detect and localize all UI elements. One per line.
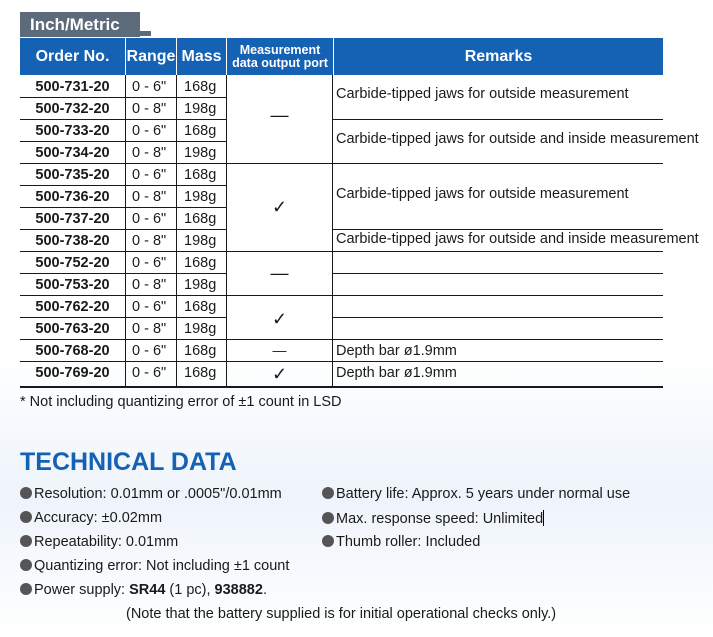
spec-response-speed: Max. response speed: Unlimited [322, 510, 544, 527]
spec-quantizing-error: Quantizing error: Not including ±1 count [20, 558, 289, 574]
range-value: 0 - 6" [132, 211, 167, 227]
section-tab: Inch/Metric [20, 12, 140, 37]
range-value: 0 - 6" [132, 123, 167, 139]
order-number: 500-738-20 [35, 233, 110, 249]
order-number: 500-731-20 [35, 79, 110, 95]
range-value: 0 - 6" [132, 365, 167, 381]
range-value: 0 - 8" [132, 321, 167, 337]
mass-value: 198g [184, 145, 217, 161]
technical-data-title: TECHNICAL DATA [20, 448, 237, 476]
mass-value: 168g [184, 365, 217, 381]
header-output-port-line2: data output port [232, 55, 328, 70]
order-number: 500-736-20 [35, 189, 110, 205]
mass-value: 168g [184, 79, 217, 95]
port-present-check: ✓ [271, 309, 288, 329]
order-number: 500-732-20 [35, 101, 110, 117]
port-absent-mark: — [272, 342, 287, 358]
mass-value: 168g [184, 123, 217, 139]
range-value: 0 - 6" [132, 255, 167, 271]
order-number: 500-753-20 [35, 277, 110, 293]
spec-power-supply: Power supply: SR44 (1 pc), 938882. [20, 582, 267, 598]
text-cursor [543, 510, 544, 526]
mass-value: 198g [184, 189, 217, 205]
spec-accuracy: Accuracy: ±0.02mm [20, 510, 162, 526]
mass-value: 198g [184, 321, 217, 337]
order-number: 500-762-20 [35, 299, 110, 315]
remark-outside: Carbide-tipped jaws for outside measurement [336, 186, 629, 202]
port-absent-mark: — [270, 263, 289, 283]
range-value: 0 - 8" [132, 277, 167, 293]
bullet-icon [322, 487, 334, 499]
order-number: 500-763-20 [35, 321, 110, 337]
remark-divider [332, 317, 663, 318]
order-number: 500-735-20 [35, 167, 110, 183]
bullet-icon [20, 511, 32, 523]
remark-outside-inside: Carbide-tipped jaws for outside and inside measurement [336, 231, 699, 247]
column-divider [125, 75, 126, 387]
bullet-icon [20, 535, 32, 547]
mass-value: 198g [184, 101, 217, 117]
mass-value: 198g [184, 277, 217, 293]
spec-power-note: (Note that the battery supplied is for initial operational checks only.) [126, 606, 557, 622]
range-value: 0 - 6" [132, 343, 167, 359]
port-absent-mark: — [270, 105, 289, 125]
remark-depth-bar: Depth bar ø1.9mm [336, 365, 457, 381]
remark-divider [332, 119, 663, 120]
range-value: 0 - 8" [132, 189, 167, 205]
mass-value: 168g [184, 211, 217, 227]
battery-model: SR44 [129, 582, 166, 598]
order-number: 500-768-20 [35, 343, 110, 359]
header-order-no: Order No. [35, 47, 110, 65]
order-number: 500-769-20 [35, 365, 110, 381]
mass-value: 168g [184, 299, 217, 315]
range-value: 0 - 6" [132, 167, 167, 183]
column-divider [332, 75, 333, 387]
bullet-icon [322, 535, 334, 547]
order-number: 500-737-20 [35, 211, 110, 227]
mass-value: 168g [184, 343, 217, 359]
mass-value: 168g [184, 255, 217, 271]
column-divider [176, 75, 177, 387]
range-value: 0 - 8" [132, 101, 167, 117]
remark-outside-inside: Carbide-tipped jaws for outside and inside measurement [336, 131, 699, 147]
bullet-icon [20, 583, 32, 595]
range-value: 0 - 8" [132, 145, 167, 161]
table-bottom-rule [20, 386, 663, 388]
header-output-port-line1: Measurement [239, 42, 321, 57]
order-number: 500-752-20 [35, 255, 110, 271]
remark-divider [332, 273, 663, 274]
remark-depth-bar: Depth bar ø1.9mm [336, 343, 457, 359]
port-present-check: ✓ [271, 197, 288, 217]
spec-thumb-roller: Thumb roller: Included [322, 534, 480, 550]
table-header [20, 38, 663, 75]
footnote: * Not including quantizing error of ±1 count in LSD [20, 394, 342, 410]
column-divider [226, 75, 227, 387]
range-value: 0 - 6" [132, 79, 167, 95]
bullet-icon [20, 487, 32, 499]
range-value: 0 - 8" [132, 233, 167, 249]
tab-rule [140, 31, 151, 36]
spec-resolution: Resolution: 0.01mm or .0005"/0.01mm [20, 486, 282, 502]
range-value: 0 - 6" [132, 299, 167, 315]
bullet-icon [322, 512, 334, 524]
product-table [20, 75, 699, 387]
spec-battery-life: Battery life: Approx. 5 years under normal use [322, 486, 630, 502]
port-present-check: ✓ [271, 364, 288, 384]
mass-value: 198g [184, 233, 217, 249]
header-output-port [226, 38, 333, 75]
header-mass: Mass [176, 38, 226, 75]
battery-part-number: 938882 [214, 582, 263, 598]
spec-repeatability: Repeatability: 0.01mm [20, 534, 178, 550]
order-number: 500-734-20 [35, 145, 110, 161]
header-range: Range [125, 38, 176, 75]
bullet-icon [20, 559, 32, 571]
remark-divider [332, 229, 663, 230]
order-number: 500-733-20 [35, 123, 110, 139]
remark-outside: Carbide-tipped jaws for outside measurement [336, 86, 629, 102]
mass-value: 168g [184, 167, 217, 183]
header-remarks: Remarks [333, 38, 663, 75]
